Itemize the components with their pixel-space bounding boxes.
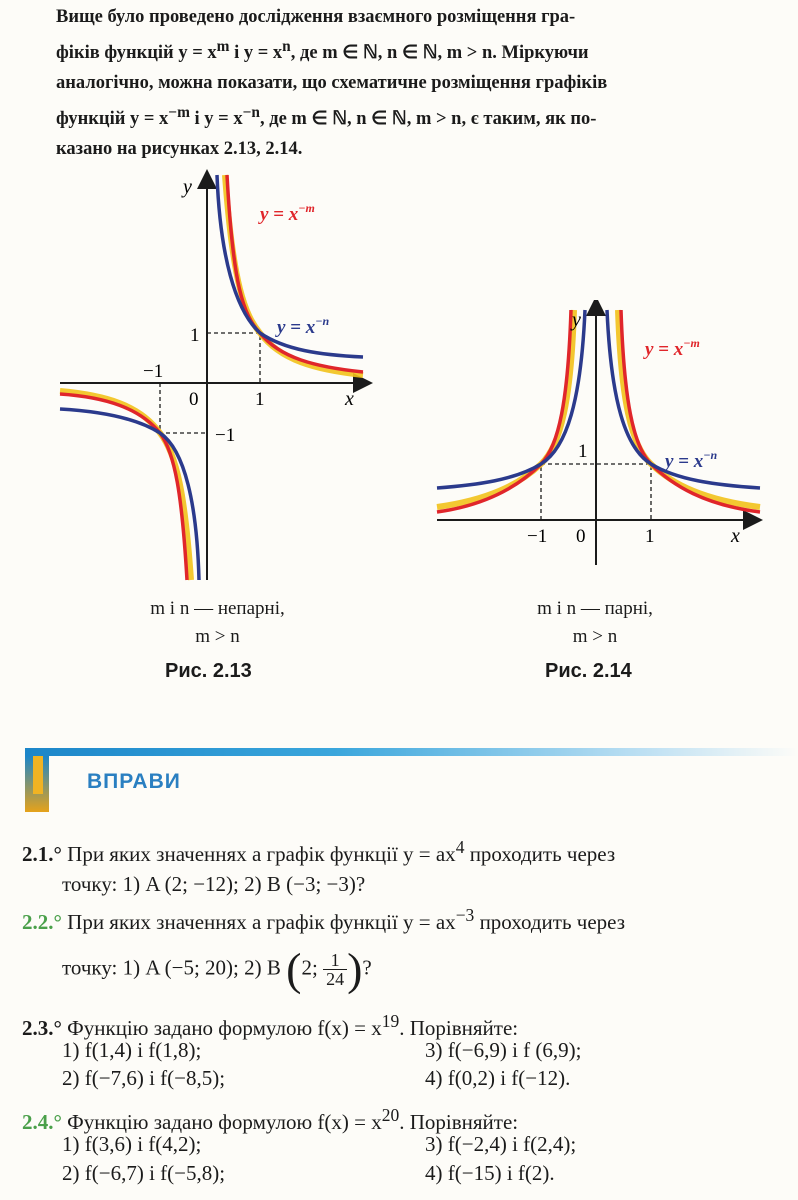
figure-2-13-caption [100,595,335,651]
caption-line-1: m і n — парні, [537,598,653,619]
exercise-2-4-item-4: 4) f(−15) і f(2). [425,1161,555,1185]
label-red-curve: $y = x^{-m}$ [645,336,700,360]
tick-1-x: 1 [645,526,655,547]
tick-1-y: 1 [190,325,200,346]
y-axis-label: y [572,309,581,331]
exercise-2-4-item-3: 3) f(−2,4) і f(2,4); [425,1132,577,1156]
exercise-2-3-item-3: 3) f(−6,9) і f (6,9); [425,1038,582,1062]
banner-marker-accent [33,756,43,794]
caption-line-2: m > n [572,626,618,647]
label-blue-curve: $y = x^{-n}$ [277,314,330,338]
intro-line-1: Вище було проведено дослідження взаємного розміщення гра- [56,7,576,27]
x-axis-label: x [345,388,354,410]
tick-1-y: 1 [578,441,588,462]
exercise-2-3-item-2: 2) f(−7,6) і f(−8,5); [62,1066,226,1090]
tick-minus1-y: −1 [215,425,236,446]
figure-2-14-caption [490,595,700,651]
y-axis-label: y [183,176,192,198]
exercise-2-3-item-4: 4) f(0,2) і f(−12). [425,1066,571,1090]
exercise-2-3-item-1: 1) f(1,4) і f(1,8); [62,1038,202,1062]
label-blue-curve: $y = x^{-n}$ [665,448,718,472]
intro-line-4: функцій $y = x^{-m}$ і $y = x^{-n}$, де m ∈ ℕ, n ∈ ℕ, m > n, є таким, як по- [56,104,597,130]
blue-curve-x-minus-n [60,175,363,580]
intro-line-3: аналогічно, можна показати, що схематичне розміщення графіків [56,73,608,94]
yellow-halo [60,175,363,580]
exercise-2-4-item-1: 1) f(3,6) і f(4,2); [62,1132,202,1156]
caption-line-1: m і n — непарні, [150,598,285,619]
exercise-2-2-line-1: 2.2.° При яких значеннях a графік функції $y = ax^{-3}$ проходить через [22,905,626,934]
exercise-2-3-line-1: 2.3.° Функцію задано формулою $f(x) = x^{19}$. Порівняйте: [22,1011,519,1040]
exercise-2-2 [22,900,798,995]
intro-line-2: фіків функцій $y = x^m$ і $y = x^n$, де m ∈ ℕ, n ∈ ℕ, m > n. Міркуючи [56,38,589,64]
exercise-2-4-line-1: 2.4.° Функцію задано формулою $f(x) = x^{20}$. Порівняйте: [22,1105,519,1134]
tick-0: 0 [576,526,586,547]
fraction: $\frac{1}{24}$ [323,951,347,988]
exercise-number: 2.1.° [22,842,62,866]
tick-1-x: 1 [255,389,265,410]
exercises-banner [25,748,798,818]
tick-0: 0 [189,389,199,410]
intro-line-5: казано на рисунках 2.13, 2.14. [56,139,303,160]
yellow-halo [437,310,760,507]
figure-2-14-graph [435,300,765,570]
label-red-curve: $y = x^{-m}$ [260,201,315,225]
x-axis-label: x [731,525,740,547]
caption-line-2: m > n [195,626,240,647]
figure-2-13-graph [55,165,375,585]
exercise-2-4-item-2: 2) f(−6,7) і f(−5,8); [62,1161,226,1185]
banner-bar [25,748,798,756]
exercise-2-2-line-2: точку: 1) A (−5; 20); 2) B (2; $\frac{1}{24}$ )? [62,943,372,995]
section-title: ВПРАВИ [87,770,181,793]
tick-minus1-x: −1 [527,526,548,547]
exercise-number: 2.2.° [22,910,62,934]
figure-2-13-label: Рис. 2.13 [165,660,252,682]
intro-paragraph [56,2,796,164]
exercise-2-1 [22,832,798,899]
exercise-number: 2.4.° [22,1110,62,1134]
tick-minus1-x: −1 [143,361,164,382]
figure-2-14-label: Рис. 2.14 [545,660,632,682]
red-curve-x-minus-m [60,175,363,580]
exercise-number: 2.3.° [22,1016,62,1040]
exercise-2-1-line-1: 2.1.° При яких значеннях a графік функції $y = ax^4$ проходить через [22,837,616,866]
exercise-2-1-line-2: точку: 1) A (2; −12); 2) B (−3; −3)? [62,872,366,896]
